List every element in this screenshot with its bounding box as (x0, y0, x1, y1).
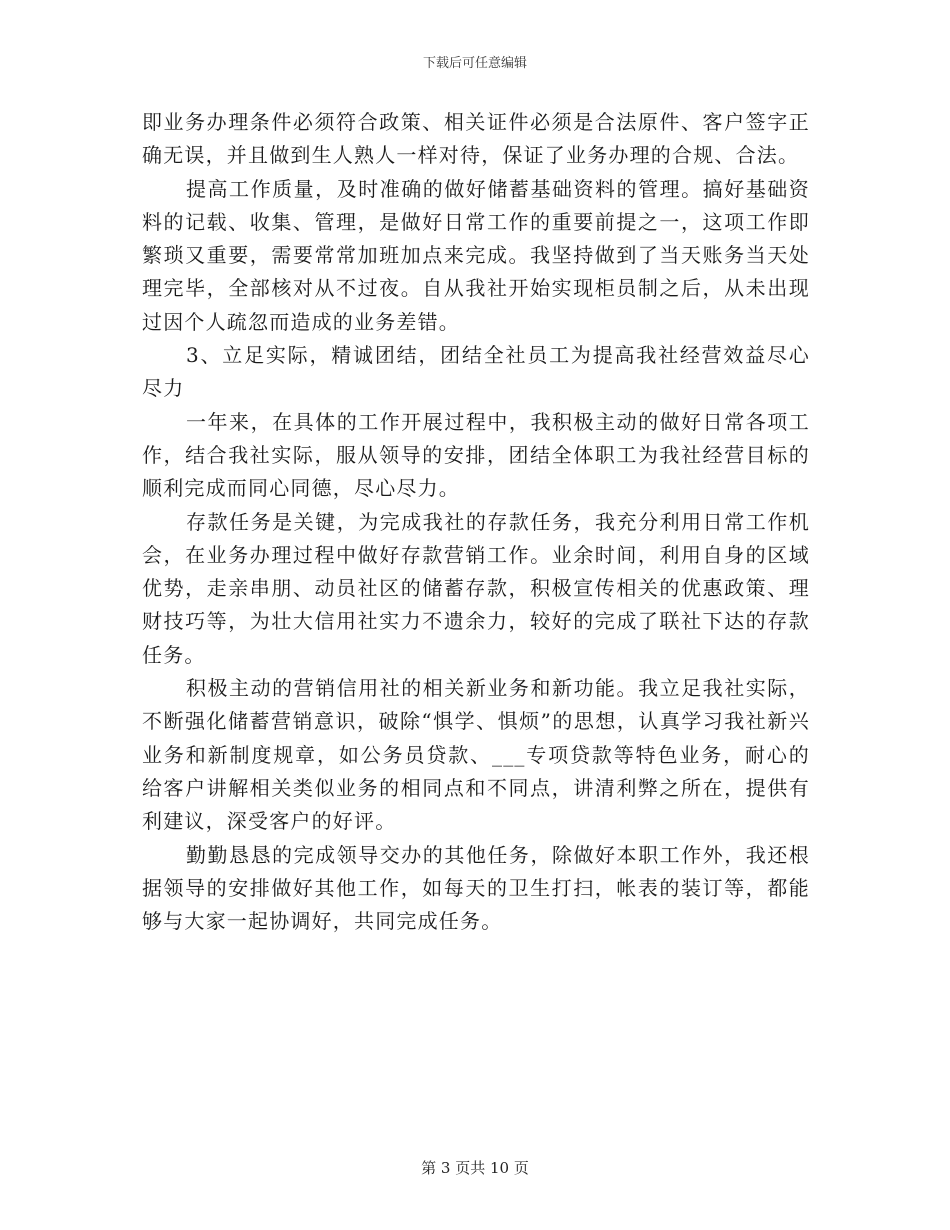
paragraph-other-tasks: 勤勤恳恳的完成领导交办的其他任务，除做好本职工作外，我还根据领导的安排做好其他工作，如每天的卫生打扫，帐表的装订等，都能够与大家一起协调好，共同完成任务。 (142, 842, 810, 934)
document-body (142, 106, 810, 938)
paragraph-continuation: 即业务办理条件必须符合政策、相关证件必须是合法原件、客户签字正确无误，并且做到生人熟人一样对待，保证了业务办理的合规、合法。 (142, 110, 810, 168)
paragraph-deposit-task: 存款任务是关键，为完成我社的存款任务，我充分利用日常工作机会，在业务办理过程中做好存款营销工作。业余时间，利用自身的区域优势，走亲串朋、动员社区的储蓄存款，积极宣传相关的优惠政策、理财技巧等，为壮大信用社实力不遗余力，较好的完成了联社下达的存款任务。 (142, 509, 810, 667)
paragraph-teamwork: 一年来，在具体的工作开展过程中，我积极主动的做好日常各项工作，结合我社实际，服从领导的安排，团结全体职工为我社经营目标的顺利完成而同心同德，尽心尽力。 (142, 409, 810, 501)
paragraph-data-management: 提高工作质量，及时准确的做好储蓄基础资料的管理。搞好基础资料的记载、收集、管理，是做好日常工作的重要前提之一，这项工作即繁琐又重要，需要常常加班加点来完成。我坚持做到了当天账务当天处理完毕，全部核对从不过夜。自从我社开始实现柜员制之后，从未出现过因个人疏忽而造成的业务差错。 (142, 176, 810, 334)
paragraph-new-business: 积极主动的营销信用社的相关新业务和新功能。我立足我社实际，不断强化储蓄营销意识，破除“惧学、惧烦”的思想，认真学习我社新兴业务和新制度规章，如公务员贷款、___专项贷款等特色业务，耐心的给客户讲解相关类似业务的相同点和不同点，讲清利弊之所在，提供有利建议，深受客户的好评。 (142, 676, 810, 834)
page-footer: 第 3 页共 10 页 (421, 1159, 529, 1177)
page-header: 下载后可任意编辑 (422, 56, 527, 71)
section-heading-3: 3、立足实际，精诚团结，团结全社员工为提高我社经营效益尽心尽力 (142, 343, 810, 401)
